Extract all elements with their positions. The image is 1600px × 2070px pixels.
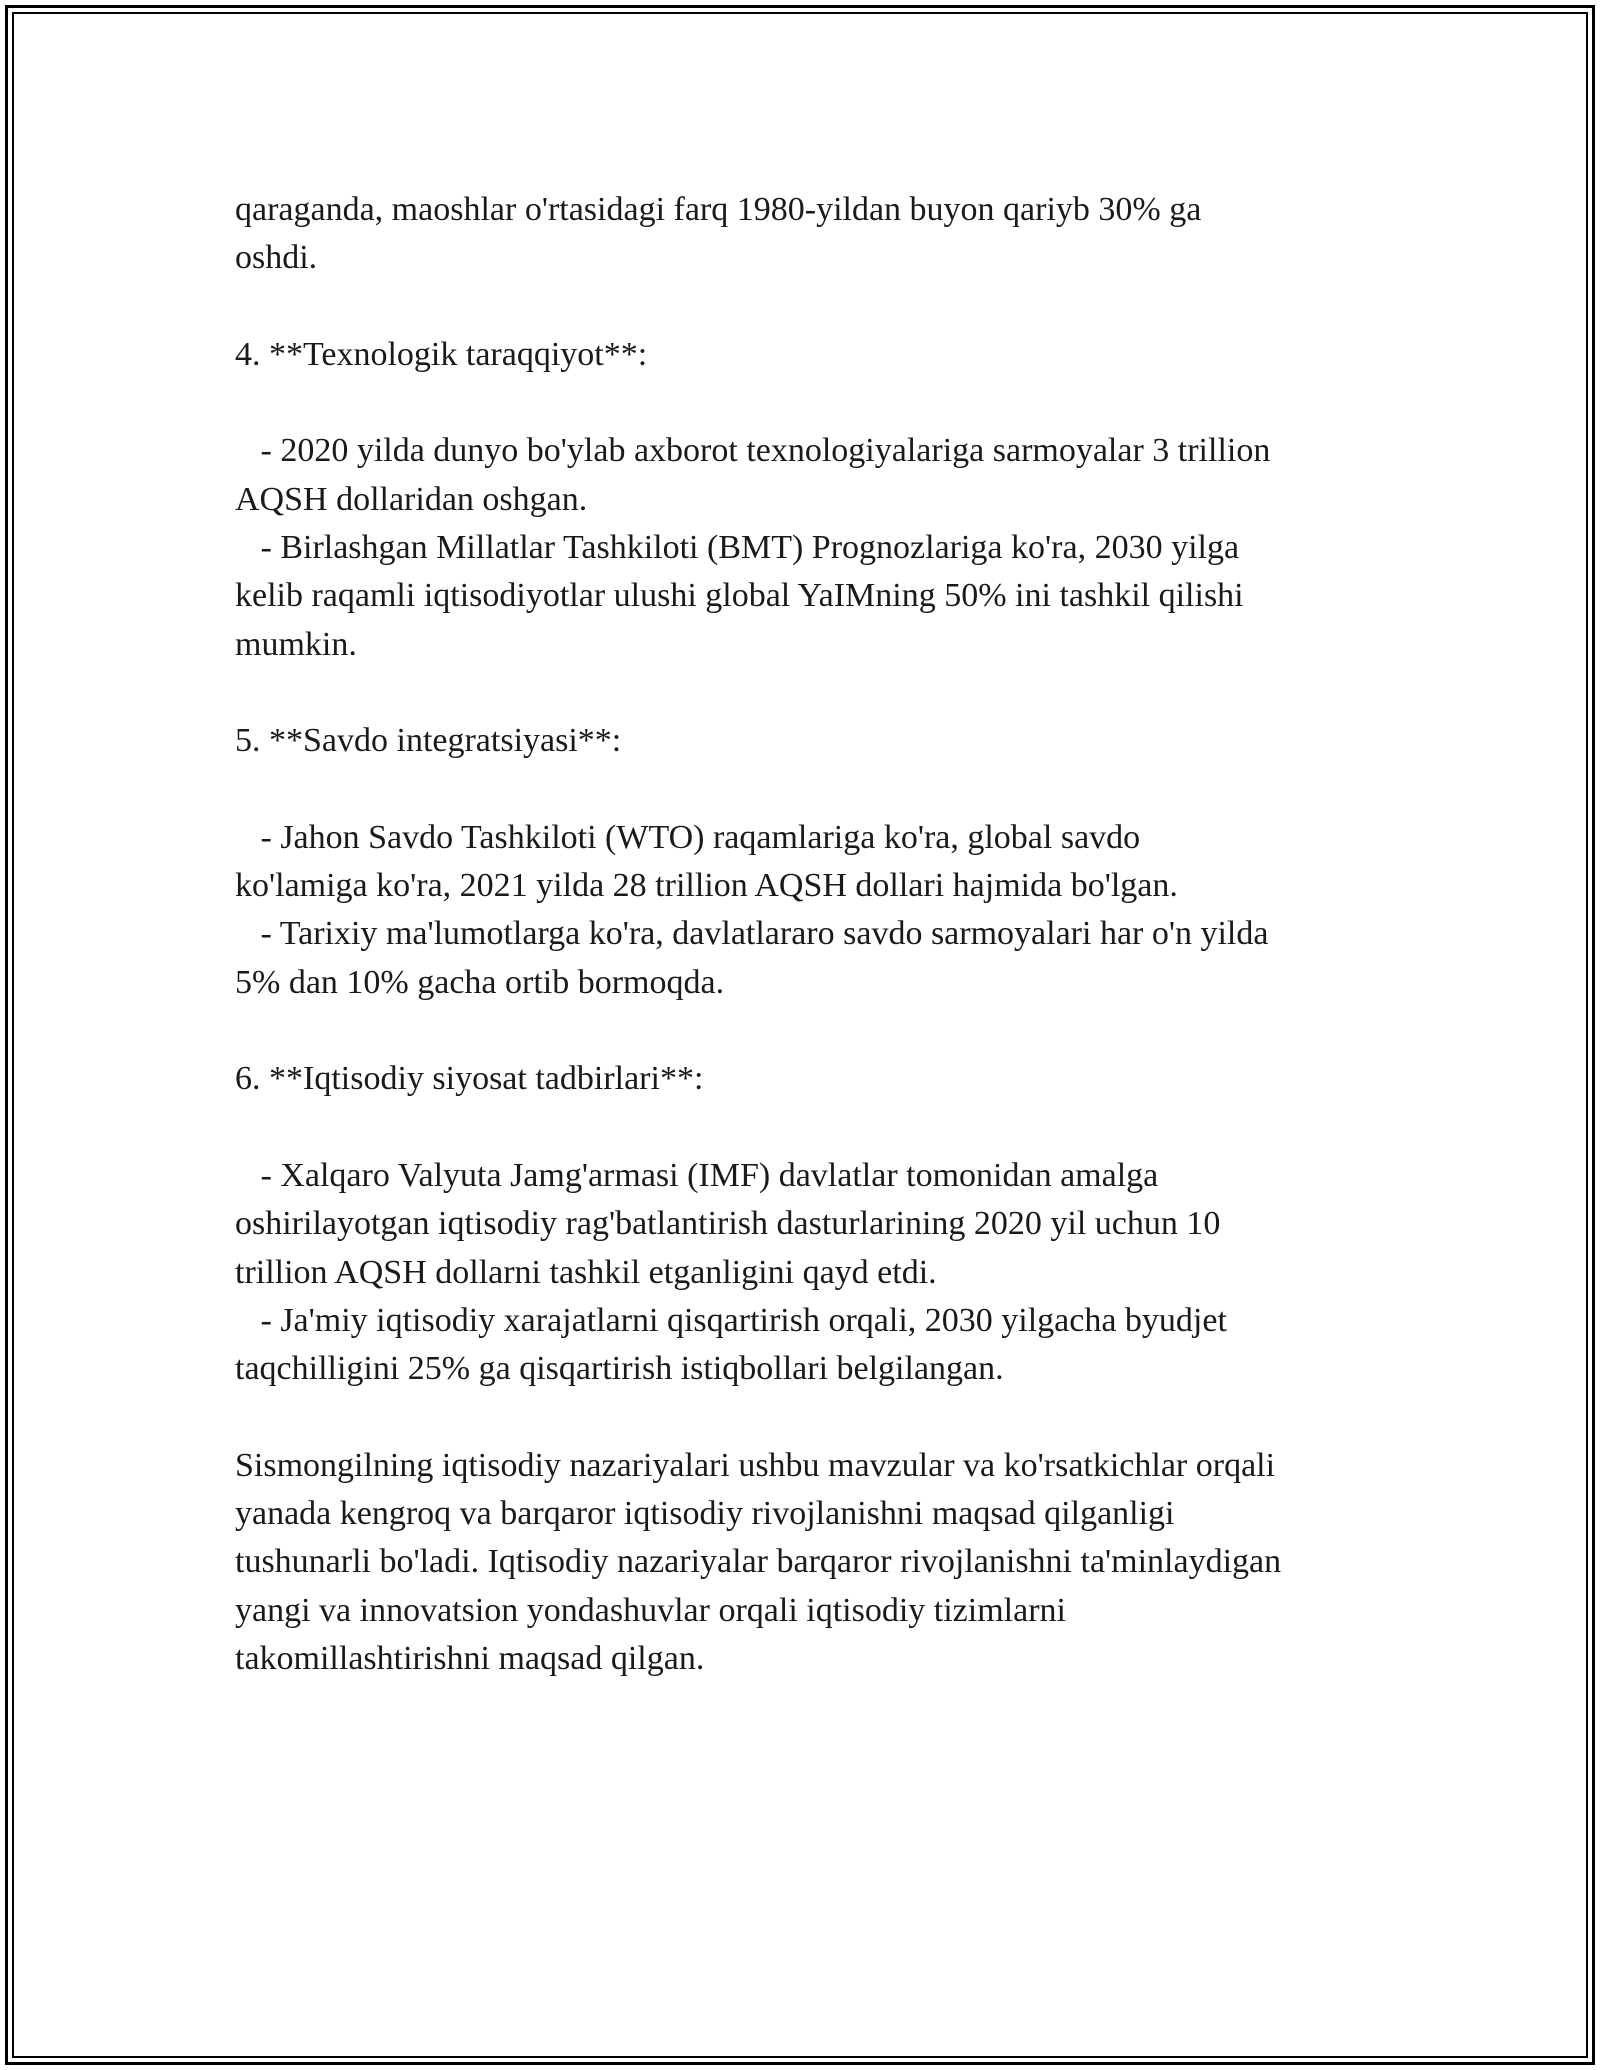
text-line: - Jahon Savdo Tashkiloti (WTO) raqamlariga ko'ra, global savdo bbox=[235, 818, 1141, 856]
text-line: taqchilligini 25% ga qisqartirish istiqbollari belgilangan. bbox=[235, 1350, 1004, 1388]
text-line: mumkin. bbox=[235, 625, 357, 663]
text-line: - Xalqaro Valyuta Jamg'armasi (IMF) davlatlar tomonidan amalga bbox=[235, 1156, 1159, 1194]
text-line: oshirilayotgan iqtisodiy rag'batlantirish dasturlarining 2020 yil uchun 10 bbox=[235, 1205, 1221, 1243]
spacer bbox=[235, 1393, 1385, 1441]
text-line: Sismongilning iqtisodiy nazariyalari ushbu mavzular va ko'rsatkichlar orqali bbox=[235, 1446, 1276, 1484]
spacer bbox=[235, 1104, 1385, 1152]
text-line: oshdi. bbox=[235, 239, 318, 277]
section-4-bullet-1 bbox=[235, 427, 1385, 524]
text-line: - Ja'miy iqtisodiy xarajatlarni qisqartirish orqali, 2030 yilgacha byudjet bbox=[235, 1301, 1227, 1339]
text-line: yangi va innovatsion yondashuvlar orqali iqtisodiy tizimlarni bbox=[235, 1591, 1066, 1629]
section-6-bullet-2 bbox=[235, 1297, 1385, 1394]
intro-paragraph bbox=[235, 186, 1385, 283]
text-line: tushunarli bo'ladi. Iqtisodiy nazariyalar barqaror rivojlanishni ta'minlaydigan bbox=[235, 1543, 1282, 1581]
section-heading-4: 4. **Texnologik taraqqiyot**: bbox=[235, 335, 648, 373]
text-line: - Tarixiy ma'lumotlarga ko'ra, davlatlararo savdo sarmoyalari har o'n yilda bbox=[235, 915, 1269, 953]
text-line: kelib raqamli iqtisodiyotlar ulushi global YaIMning 50% ini tashkil qilishi bbox=[235, 577, 1244, 615]
text-line: AQSH dollaridan oshgan. bbox=[235, 480, 588, 518]
section-5-bullet-2 bbox=[235, 910, 1385, 1007]
text-line: - 2020 yilda dunyo bo'ylab axborot texnologiyalariga sarmoyalar 3 trillion bbox=[235, 432, 1271, 470]
spacer bbox=[235, 379, 1385, 427]
text-line: ko'lamiga ko'ra, 2021 yilda 28 trillion AQSH dollari hajmida bo'lgan. bbox=[235, 867, 1178, 905]
section-4-bullet-2 bbox=[235, 524, 1385, 669]
spacer bbox=[235, 669, 1385, 717]
section-heading-5: 5. **Savdo integratsiyasi**: bbox=[235, 722, 622, 760]
spacer bbox=[235, 283, 1385, 331]
document-body bbox=[235, 186, 1385, 1683]
text-line: - Birlashgan Millatlar Tashkiloti (BMT) Prognozlariga ko'ra, 2030 yilga bbox=[235, 529, 1240, 567]
text-line: takomillashtirishni maqsad qilgan. bbox=[235, 1639, 705, 1677]
spacer bbox=[235, 1007, 1385, 1055]
section-5-bullet-1 bbox=[235, 814, 1385, 911]
spacer bbox=[235, 766, 1385, 814]
section-heading-6: 6. **Iqtisodiy siyosat tadbirlari**: bbox=[235, 1060, 704, 1098]
text-line: qaraganda, maoshlar o'rtasidagi farq 1980-yildan buyon qariyb 30% ga bbox=[235, 191, 1202, 228]
section-6-bullet-1 bbox=[235, 1152, 1385, 1297]
text-line: 5% dan 10% gacha ortib bormoqda. bbox=[235, 963, 725, 1001]
conclusion-paragraph bbox=[235, 1442, 1385, 1683]
text-line: trillion AQSH dollarni tashkil etganligini qayd etdi. bbox=[235, 1253, 937, 1291]
text-line: yanada kengroq va barqaror iqtisodiy rivojlanishni maqsad qilganligi bbox=[235, 1495, 1175, 1533]
